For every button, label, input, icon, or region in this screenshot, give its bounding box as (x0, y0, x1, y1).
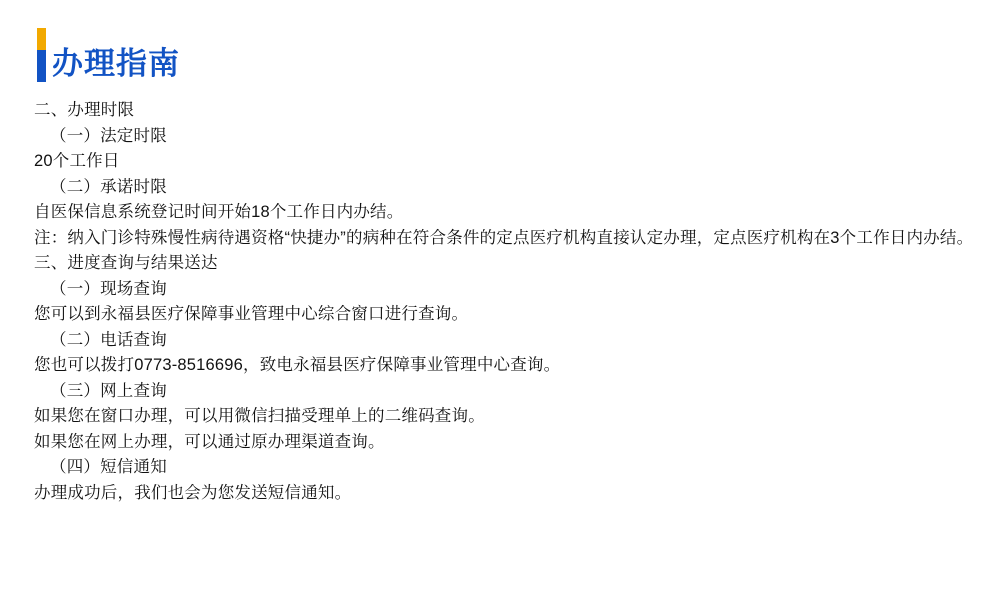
body-line: （二）电话查询 (50, 330, 167, 349)
title-accent-blue-bar (37, 50, 46, 82)
body-line: （三）网上查询 (50, 381, 167, 400)
body-line: 三、进度查询与结果送达 (34, 254, 218, 272)
body-line: 您可以到永福县医疗保障事业管理中心综合窗口进行查询。 (34, 305, 469, 323)
document-body (34, 98, 974, 506)
body-line: （二）承诺时限 (50, 177, 167, 196)
body-line: 20个工作日 (34, 152, 120, 170)
body-line: 您也可以拨打0773-8516696，致电永福县医疗保障事业管理中心查询。 (34, 356, 561, 374)
document-page (0, 26, 1000, 589)
body-line: （一）现场查询 (50, 279, 167, 298)
title-accent-gold-bar (37, 28, 46, 52)
body-line: 注：纳入门诊特殊慢性病待遇资格“快捷办”的病种在符合条件的定点医疗机构直接认定办理，定点医疗机构在3个工作日内办结。 (34, 228, 974, 247)
body-line: 办理成功后，我们也会为您发送短信通知。 (34, 483, 352, 502)
body-line: 如果您在窗口办理，可以用微信扫描受理单上的二维码查询。 (34, 407, 485, 425)
body-line: （四）短信通知 (50, 458, 167, 476)
body-line: （一）法定时限 (50, 126, 167, 145)
page-title: 办理指南 (52, 46, 180, 81)
body-line: 二、办理时限 (34, 101, 135, 119)
page-title-block (34, 26, 1000, 90)
body-line: 如果您在网上办理，可以通过原办理渠道查询。 (34, 432, 385, 451)
body-line: 自医保信息系统登记时间开始18个工作日内办结。 (34, 203, 404, 221)
